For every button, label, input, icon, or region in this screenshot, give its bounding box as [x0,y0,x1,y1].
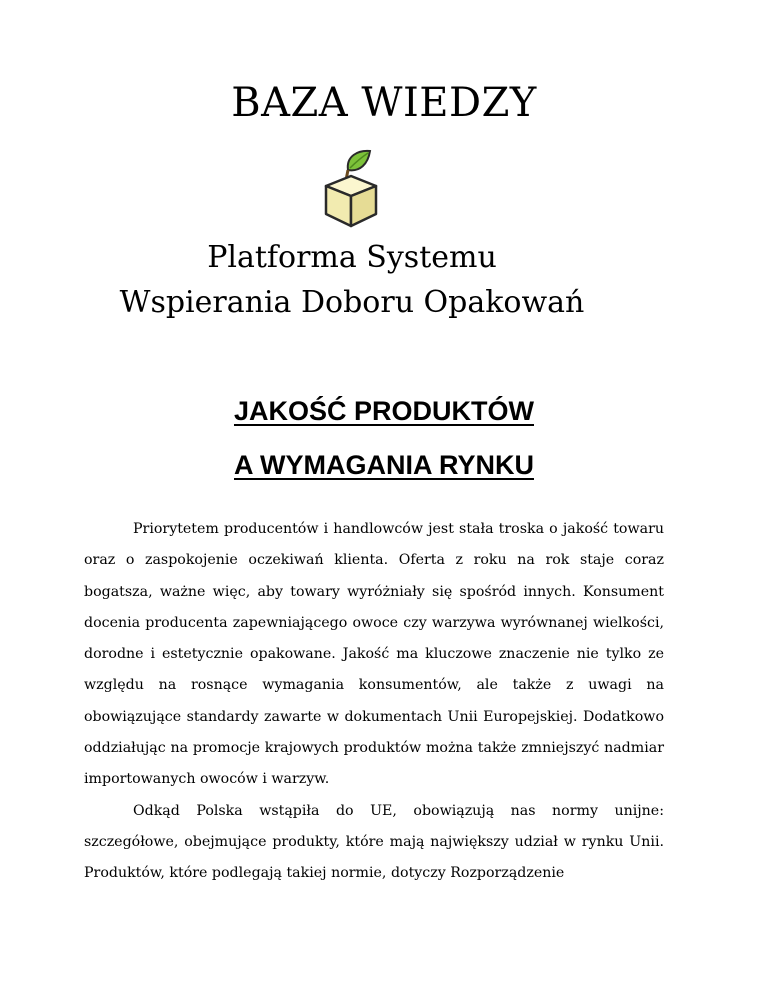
article-body [84,514,664,890]
box-with-leaf-icon [318,148,384,230]
article-heading-line-2: A WYMAGANIA RYNKU [234,450,534,480]
platform-line-2: Wspierania Doboru Opakowań [119,285,585,320]
document-title: BAZA WIEDZY [231,80,537,126]
article-heading-line-1: JAKOŚĆ PRODUKTÓW [233,396,534,426]
platform-line-1: Platforma Systemu [207,240,497,275]
platform-name [0,235,768,325]
paragraph-1: Priorytetem producentów i handlowców jest stała troska o jakość towaru oraz o zaspokojenie oczekiwań klienta. Oferta z roku na rok staje coraz bogatsza, ważne więc, aby towary wyróżniały się spośród innych. Konsument docenia producenta zapewniającego owoce czy warzywa wyrównanej wielkości, dorodne i estetycznie opakowane. Jakość ma kluczowe znaczenie nie tylko ze względu na rosnące wymagania konsumentów, ale także z uwagi na obowiązujące standardy zawarte w dokumentach Unii Europejskiej. Dodatkowo oddziałując na promocje krajowych produktów można także zmniejszyć nadmiar importowanych owoców i warzyw. [84,521,664,788]
paragraph-2: Odkąd Polska wstąpiła do UE, obowiązują nas normy unijne: szczegółowe, obejmujące produkty, które mają największy udział w rynku Unii. Produktów, które podlegają takiej normie, dotyczy Rozporządzenie [84,802,664,882]
article-heading [0,384,768,492]
